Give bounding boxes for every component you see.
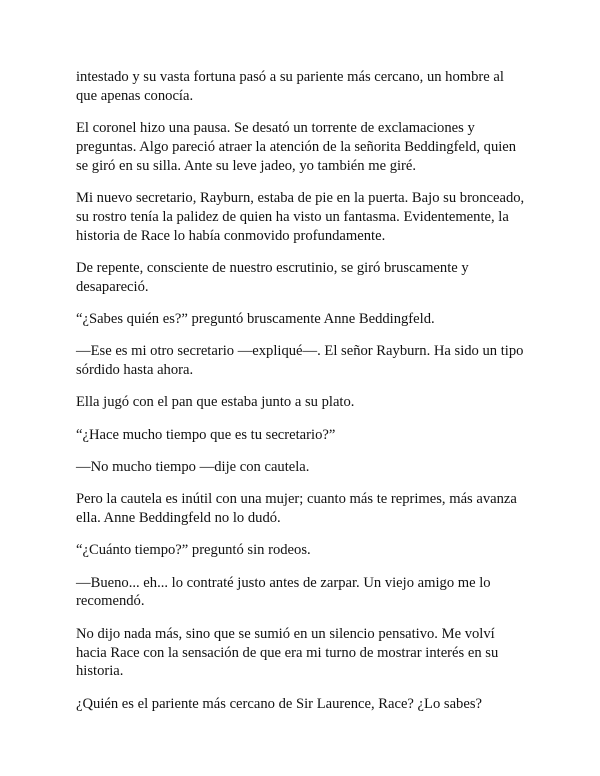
paragraph: —Bueno... eh... lo contraté justo antes de zarpar. Un viejo amigo me lo recomendó.: [76, 574, 491, 610]
paragraph: “¿Sabes quién es?” preguntó bruscamente Anne Beddingfeld.: [76, 310, 435, 327]
paragraph: —Ese es mi otro secretario —expliqué—. El señor Rayburn. Ha sido un tipo sórdido hasta ahora.: [76, 343, 524, 379]
paragraph: “¿Cuánto tiempo?” preguntó sin rodeos.: [76, 542, 311, 559]
paragraph: Mi nuevo secretario, Rayburn, estaba de pie en la puerta. Bajo su bronceado, su rostro tenía la palidez de quien ha visto un fantasma. Evidentemente, la historia de Race lo había conmovido profundamente.: [76, 189, 525, 244]
paragraph: No dijo nada más, sino que se sumió en un silencio pensativo. Me volví hacia Race con la sensación de que era mi turno de mostrar interés en su historia.: [76, 625, 499, 680]
paragraph: De repente, consciente de nuestro escrutinio, se giró bruscamente y desapareció.: [76, 259, 469, 295]
paragraph: “¿Hace mucho tiempo que es tu secretario?”: [76, 426, 336, 443]
paragraph: Pero la cautela es inútil con una mujer; cuanto más te reprimes, más avanza ella. Anne Beddingfeld no lo dudó.: [76, 491, 517, 527]
paragraph: ¿Quién es el pariente más cercano de Sir Laurence, Race? ¿Lo sabes?: [76, 695, 482, 712]
paragraph: Ella jugó con el pan que estaba junto a su plato.: [76, 394, 355, 411]
paragraph: El coronel hizo una pausa. Se desató un torrente de exclamaciones y preguntas. Algo pareció atraer la atención de la señorita Beddingfeld, quien se giró en su silla. Ante su leve jadeo, yo también me giré.: [76, 120, 517, 174]
document-page: [76, 68, 528, 727]
paragraph: —No mucho tiempo —dije con cautela.: [76, 458, 310, 475]
paragraph: intestado y su vasta fortuna pasó a su pariente más cercano, un hombre al que apenas conocía.: [76, 69, 504, 104]
